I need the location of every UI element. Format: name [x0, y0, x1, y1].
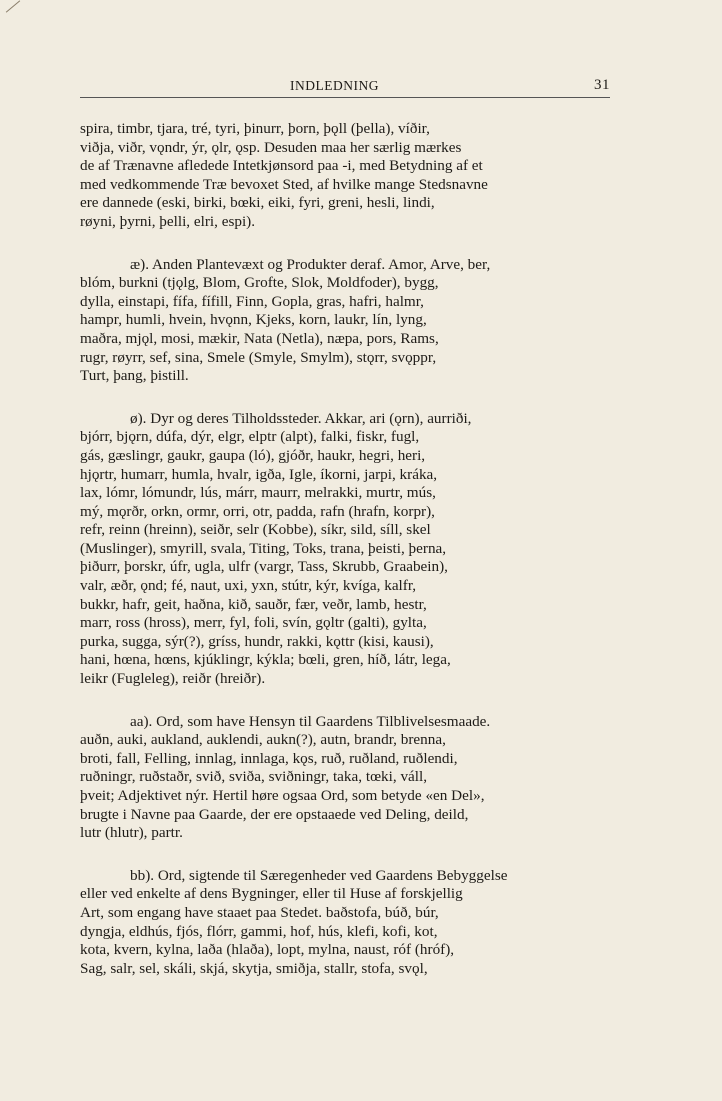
- body-text: [80, 120, 612, 1002]
- text-line: mý, mǫrðr, orkn, ormr, orri, otr, padda, rafn (hrafn, korpr),: [80, 502, 435, 520]
- text-line: kota, kvern, kylna, laða (hlaða), lopt, mylna, naust, róf (hróf),: [80, 941, 455, 959]
- text-line: ruðningr, ruðstaðr, svið, sviða, sviðningr, taka, tœki, váll,: [80, 768, 428, 786]
- text-line: de af Trænavne afledede Intetkjønsord paa -i, med Betydning af et: [80, 157, 483, 175]
- text-line: ø). Dyr og deres Tilholdssteder. Akkar, ari (ǫrn), aurriði,: [130, 409, 472, 427]
- text-line: æ). Anden Plantevæxt og Produkter deraf. Amor, Arve, ber,: [130, 255, 491, 273]
- page-number: 31: [594, 77, 610, 93]
- paragraph-plants: [80, 256, 612, 386]
- text-line: Turt, þang, þistill.: [80, 367, 189, 385]
- paragraph-origin-words: [80, 713, 612, 843]
- text-line: hjǫrtr, humarr, humla, hvalr, igða, Igle, íkorni, jarpi, kráka,: [80, 465, 438, 483]
- running-title: INDLEDNING: [290, 78, 379, 93]
- text-line: bukkr, hafr, geit, haðna, kið, sauðr, fær, veðr, lamb, hestr,: [80, 595, 427, 613]
- text-line: gás, gæslingr, gaukr, gaupa (ló), gjóðr, haukr, hegri, heri,: [80, 446, 426, 464]
- running-header: [80, 75, 610, 98]
- text-line: aa). Ord, som have Hensyn til Gaardens Tilblivelsesmaade.: [130, 712, 491, 730]
- text-line: (Muslinger), smyrill, svala, Titing, Toks, trana, þeisti, þerna,: [80, 539, 447, 557]
- text-line: eller ved enkelte af dens Bygninger, eller til Huse af forskjellig: [80, 885, 463, 903]
- text-line: maðra, mjǫl, mosi, mækir, Nata (Netla), næpa, pors, Rams,: [80, 329, 439, 347]
- text-line: lax, lómr, lómundr, lús, márr, maurr, melrakki, murtr, mús,: [80, 484, 436, 502]
- text-line: purka, sugga, sýr(?), gríss, hundr, rakki, kǫttr (kisi, kausi),: [80, 632, 434, 650]
- text-line: spira, timbr, tjara, tré, tyri, þinurr, þorn, þǫll (þella), víðir,: [80, 120, 430, 137]
- text-line: røyni, þyrni, þelli, elri, espi).: [80, 212, 256, 230]
- paragraph-buildings: [80, 867, 612, 979]
- text-line: blóm, burkni (tjǫlg, Blom, Grofte, Slok, Moldfoder), bygg,: [80, 274, 439, 292]
- text-line: refr, reinn (hreinn), seiðr, selr (Kobbe), síkr, sild, síll, skel: [80, 521, 431, 539]
- text-line: viðja, viðr, vǫndr, ýr, ǫlr, ǫsp. Desuden maa her særlig mærkes: [80, 138, 462, 156]
- text-line: dylla, einstapi, fífa, fífill, Finn, Gopla, gras, hafri, halmr,: [80, 292, 424, 310]
- text-line: bb). Ord, sigtende til Særegenheder ved Gaardens Bebyggelse: [130, 866, 508, 884]
- text-line: ere dannede (eski, birki, bœki, eiki, fyri, greni, hesli, lindi,: [80, 194, 435, 212]
- text-line: bjórr, bjǫrn, dúfa, dýr, elgr, elptr (alpt), falki, fiskr, fugl,: [80, 428, 420, 446]
- text-line: auðn, auki, aukland, auklendi, aukn(?), autn, brandr, brenna,: [80, 731, 446, 749]
- text-line: valr, æðr, ǫnd; fé, naut, uxi, yxn, stútr, kýr, kvíga, kalfr,: [80, 577, 417, 595]
- paragraph-trees: [80, 120, 612, 232]
- text-line: marr, ross (hross), merr, fyl, foli, svín, gǫltr (galti), gylta,: [80, 614, 427, 632]
- text-line: med vedkommende Træ bevoxet Sted, af hvilke mange Stedsnavne: [80, 175, 488, 193]
- text-line: hani, hœna, hœns, kjúklingr, kýkla; bœli, gren, híð, látr, lega,: [80, 651, 451, 669]
- text-line: Art, som engang have staaet paa Stedet. baðstofa, búð, búr,: [80, 903, 439, 921]
- text-line: þiðurr, þorskr, úfr, ugla, ulfr (vargr, Tass, Skrubb, Graabein),: [80, 558, 448, 576]
- text-line: rugr, røyrr, sef, sina, Smele (Smyle, Smylm), stǫrr, svǫppr,: [80, 348, 437, 366]
- text-line: brugte i Navne paa Gaarde, der ere opstaaede ved Deling, deild,: [80, 805, 469, 823]
- paragraph-animals: [80, 410, 612, 689]
- text-line: broti, fall, Felling, innlag, innlaga, kǫs, ruð, ruðland, ruðlendi,: [80, 749, 458, 767]
- text-line: dyngja, eldhús, fjós, flórr, gammi, hof, hús, klefi, kofi, kot,: [80, 922, 438, 940]
- text-line: Sag, salr, sel, skáli, skjá, skytja, smiðja, stallr, stofa, svǫl,: [80, 959, 428, 977]
- text-line: leikr (Fugleleg), reiðr (hreiðr).: [80, 670, 266, 688]
- text-line: hampr, humli, hvein, hvǫnn, Kjeks, korn, laukr, lín, lyng,: [80, 311, 427, 329]
- text-line: þveit; Adjektivet nýr. Hertil høre ogsaa Ord, som betyde «en Del»,: [80, 787, 485, 804]
- page-corner-mark: [6, 0, 20, 12]
- text-line: lutr (hlutr), partr.: [80, 824, 183, 842]
